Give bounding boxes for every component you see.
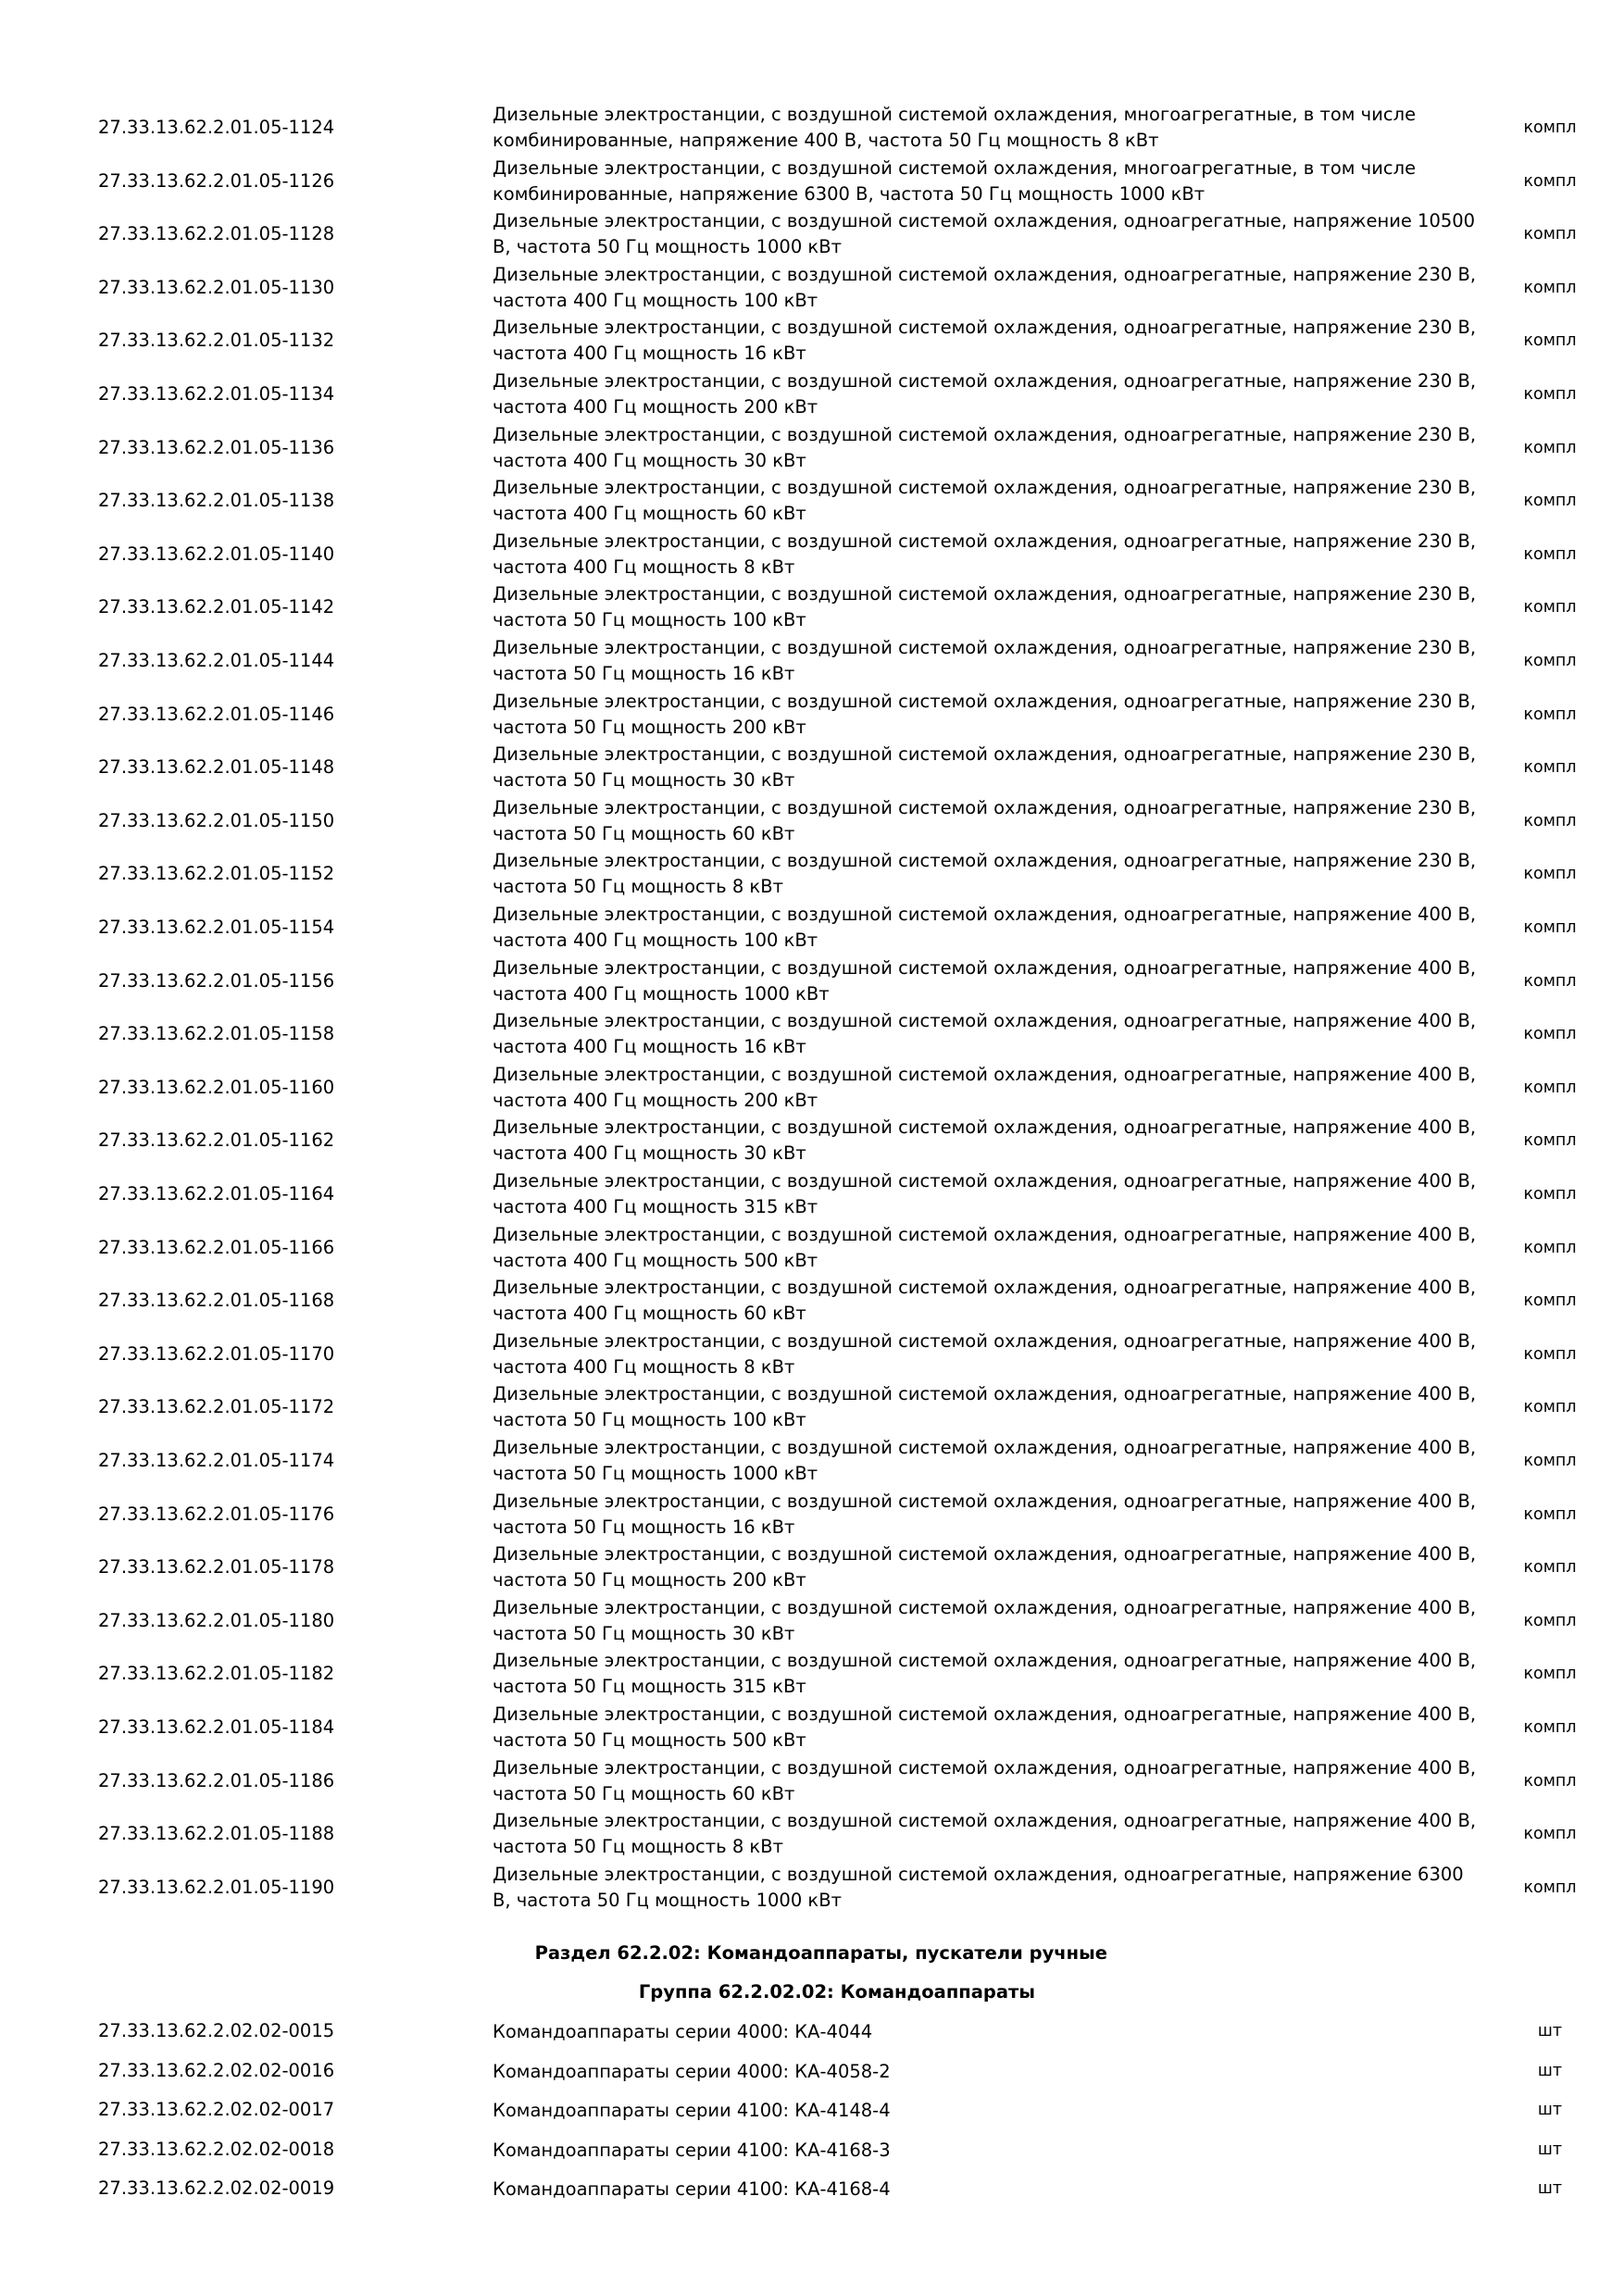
description-line-2: частота 400 Гц мощность 8 кВт (493, 556, 795, 578)
description-line-2: частота 400 Гц мощность 60 кВт (493, 1303, 806, 1324)
description-line-2: комбинированные, напряжение 6300 В, частота 50 Гц мощность 1000 кВт (493, 183, 1206, 205)
item-code: 27.33.13.62.2.01.05-1156 (98, 970, 335, 992)
item-code: 27.33.13.62.2.01.05-1142 (98, 596, 335, 618)
item-unit: компл (1523, 918, 1577, 937)
item-description (493, 475, 1483, 527)
item-unit: компл (1523, 1079, 1577, 1097)
description-line-1: Дизельные электростанции, с воздушной системой охлаждения, одноагрегатные, напряжение 400 В, (493, 1491, 1477, 1512)
item-description (493, 902, 1483, 954)
item-code: 27.33.13.62.2.01.05-1172 (98, 1396, 335, 1417)
item-code: 27.33.13.62.2.01.05-1126 (98, 170, 335, 192)
item-unit: компл (1523, 1878, 1577, 1897)
description-line-2: комбинированные, напряжение 400 В, частота 50 Гц мощность 8 кВт (493, 130, 1159, 151)
item-code: 27.33.13.62.2.01.05-1124 (98, 117, 335, 138)
description-line-1: Дизельные электростанции, с воздушной системой охлаждения, одноагрегатные, напряжение 400 В, (493, 1650, 1477, 1671)
description-line-1: Дизельные электростанции, с воздушной системой охлаждения, одноагрегатные, напряжение 400 В, (493, 904, 1477, 925)
description-line-2: частота 50 Гц мощность 100 кВт (493, 1409, 806, 1430)
description-line-1: Дизельные электростанции, с воздушной системой охлаждения, одноагрегатные, напряжение 230 В, (493, 477, 1477, 498)
item-code: 27.33.13.62.2.01.05-1134 (98, 383, 335, 405)
item-description (493, 795, 1483, 847)
item-unit: компл (1523, 385, 1577, 404)
item-description (493, 156, 1483, 207)
item-code: 27.33.13.62.2.02.02-0017 (98, 2099, 335, 2120)
item-description (493, 1222, 1483, 1274)
item-description (493, 1648, 1483, 1700)
item-unit: компл (1523, 1452, 1577, 1470)
description-line-2: частота 400 Гц мощность 8 кВт (493, 1356, 795, 1378)
item-unit: компл (1523, 172, 1577, 191)
item-description (493, 422, 1483, 474)
description-line-1: Дизельные электростанции, с воздушной системой охлаждения, одноагрегатные, напряжение 230 В, (493, 264, 1477, 285)
description-line-1: Дизельные электростанции, с воздушной системой охлаждения, одноагрегатные, напряжение 400 В, (493, 1543, 1477, 1565)
item-description (493, 581, 1483, 633)
item-code: 27.33.13.62.2.01.05-1162 (98, 1129, 335, 1151)
item-description (493, 689, 1483, 741)
description-line-1: Дизельные электростанции, с воздушной системой охлаждения, одноагрегатные, напряжение 230 В, (493, 424, 1477, 445)
description-line-2: частота 400 Гц мощность 30 кВт (493, 450, 806, 471)
item-code: 27.33.13.62.2.01.05-1180 (98, 1610, 335, 1631)
description-line-1: Дизельные электростанции, с воздушной системой охлаждения, одноагрегатные, напряжение 400 В, (493, 1383, 1477, 1404)
item-code: 27.33.13.62.2.01.05-1150 (98, 810, 335, 831)
description-line-2: частота 400 Гц мощность 315 кВт (493, 1196, 818, 1217)
item-unit: компл (1523, 1239, 1577, 1257)
item-unit: компл (1523, 1612, 1577, 1630)
item-unit: компл (1523, 972, 1577, 991)
item-unit: компл (1523, 705, 1577, 724)
item-code: 27.33.13.62.2.01.05-1152 (98, 863, 335, 884)
description-line-1: Дизельные электростанции, с воздушной системой охлаждения, одноагрегатные, напряжение 400 В, (493, 1330, 1477, 1352)
description-line-2: частота 50 Гц мощность 30 кВт (493, 1623, 795, 1644)
description-line-2: В, частота 50 Гц мощность 1000 кВт (493, 236, 842, 257)
item-unit: шт (1537, 2179, 1563, 2198)
description-line-1: Дизельные электростанции, с воздушной системой охлаждения, одноагрегатные, напряжение 10500 (493, 210, 1476, 231)
item-code: 27.33.13.62.2.01.05-1166 (98, 1237, 335, 1258)
item-unit: компл (1523, 1131, 1577, 1150)
item-description (493, 368, 1483, 420)
description-line-2: В, частота 50 Гц мощность 1000 кВт (493, 1890, 842, 1911)
item-description: Командоаппараты серии 4000: КА-4044 (493, 2021, 873, 2042)
item-unit: компл (1523, 1825, 1577, 1843)
description-line-1: Дизельные электростанции, с воздушной системой охлаждения, одноагрегатные, напряжение 400 В, (493, 1437, 1477, 1458)
description-line-1: Дизельные электростанции, с воздушной системой охлаждения, одноагрегатные, напряжение 400 В, (493, 1224, 1477, 1245)
description-line-2: частота 400 Гц мощность 16 кВт (493, 1036, 806, 1057)
item-code: 27.33.13.62.2.02.02-0016 (98, 2060, 335, 2081)
item-description (493, 1381, 1483, 1433)
item-description (493, 1435, 1483, 1487)
item-code: 27.33.13.62.2.01.05-1182 (98, 1663, 335, 1684)
description-line-2: частота 50 Гц мощность 315 кВт (493, 1676, 806, 1697)
description-line-2: частота 50 Гц мощность 60 кВт (493, 823, 795, 844)
section-heading: Раздел 62.2.02: Командоаппараты, пускатели ручные (534, 1942, 1107, 1964)
description-line-1: Дизельные электростанции, с воздушной системой охлаждения, одноагрегатные, напряжение 230 В, (493, 370, 1477, 392)
item-unit: шт (1537, 2140, 1563, 2159)
item-description (493, 262, 1483, 314)
item-code: 27.33.13.62.2.01.05-1184 (98, 1716, 335, 1738)
description-line-2: частота 50 Гц мощность 16 кВт (493, 663, 795, 684)
item-code: 27.33.13.62.2.01.05-1186 (98, 1770, 335, 1791)
description-line-1: Дизельные электростанции, с воздушной системой охлаждения, одноагрегатные, напряжение 400 В, (493, 1703, 1477, 1725)
item-code: 27.33.13.62.2.01.05-1174 (98, 1450, 335, 1471)
item-unit: компл (1523, 1345, 1577, 1364)
item-unit: шт (1537, 2022, 1563, 2040)
item-unit: компл (1523, 492, 1577, 510)
item-unit: компл (1523, 812, 1577, 830)
item-code: 27.33.13.62.2.01.05-1148 (98, 756, 335, 778)
description-line-1: Дизельные электростанции, с воздушной системой охлаждения, одноагрегатные, напряжение 400 В, (493, 1064, 1477, 1085)
item-description (493, 1115, 1483, 1167)
description-line-1: Дизельные электростанции, с воздушной системой охлаждения, одноагрегатные, напряжение 230 В, (493, 797, 1477, 818)
description-line-2: частота 400 Гц мощность 100 кВт (493, 290, 818, 311)
description-line-2: частота 50 Гц мощность 16 кВт (493, 1516, 795, 1538)
description-line-1: Дизельные электростанции, с воздушной системой охлаждения, одноагрегатные, напряжение 230 В, (493, 637, 1477, 658)
description-line-2: частота 400 Гц мощность 200 кВт (493, 396, 818, 418)
item-description (493, 635, 1483, 687)
description-line-2: частота 50 Гц мощность 60 кВт (493, 1783, 795, 1804)
description-line-2: частота 400 Гц мощность 200 кВт (493, 1090, 818, 1111)
item-unit: шт (1537, 2101, 1563, 2119)
description-line-2: частота 400 Гц мощность 30 кВт (493, 1142, 806, 1164)
item-unit: компл (1523, 1665, 1577, 1683)
item-code: 27.33.13.62.2.01.05-1178 (98, 1556, 335, 1578)
description-line-2: частота 400 Гц мощность 60 кВт (493, 503, 806, 524)
description-line-1: Дизельные электростанции, с воздушной системой охлаждения, одноагрегатные, напряжение 400 В, (493, 1757, 1477, 1778)
item-unit: компл (1523, 1398, 1577, 1416)
item-code: 27.33.13.62.2.01.05-1164 (98, 1183, 335, 1204)
description-line-1: Дизельные электростанции, с воздушной системой охлаждения, одноагрегатные, напряжение 230 В, (493, 530, 1477, 552)
item-description (493, 1541, 1483, 1593)
description-line-1: Дизельные электростанции, с воздушной системой охлаждения, многоагрегатные, в том числе (493, 157, 1417, 179)
item-description (493, 1489, 1483, 1541)
item-unit: компл (1523, 331, 1577, 350)
item-description (493, 1275, 1483, 1327)
description-line-2: частота 50 Гц мощность 1000 кВт (493, 1463, 818, 1484)
item-code: 27.33.13.62.2.01.05-1158 (98, 1023, 335, 1044)
item-description: Командоаппараты серии 4100: КА-4168-3 (493, 2140, 891, 2161)
item-unit: компл (1523, 1558, 1577, 1577)
description-line-1: Дизельные электростанции, с воздушной системой охлаждения, одноагрегатные, напряжение 400 В, (493, 957, 1477, 979)
item-code: 27.33.13.62.2.01.05-1188 (98, 1823, 335, 1844)
item-code: 27.33.13.62.2.01.05-1154 (98, 917, 335, 938)
item-unit: компл (1523, 1718, 1577, 1737)
item-description (493, 955, 1483, 1007)
description-line-2: частота 400 Гц мощность 100 кВт (493, 930, 818, 951)
item-code: 27.33.13.62.2.02.02-0018 (98, 2139, 335, 2160)
item-description (493, 208, 1483, 260)
item-description (493, 742, 1483, 793)
item-description (493, 102, 1483, 154)
item-unit: компл (1523, 652, 1577, 670)
item-unit: компл (1523, 439, 1577, 457)
item-description (493, 1062, 1483, 1114)
description-line-1: Дизельные электростанции, с воздушной системой охлаждения, одноагрегатные, напряжение 400 В, (493, 1597, 1477, 1618)
item-description (493, 1808, 1483, 1860)
description-line-1: Дизельные электростанции, с воздушной системой охлаждения, многоагрегатные, в том числе (493, 104, 1417, 125)
item-code: 27.33.13.62.2.01.05-1146 (98, 704, 335, 725)
item-description: Командоаппараты серии 4100: КА-4148-4 (493, 2100, 891, 2121)
item-unit: шт (1537, 2062, 1563, 2080)
item-unit: компл (1523, 225, 1577, 243)
item-code: 27.33.13.62.2.02.02-0019 (98, 2177, 335, 2199)
item-description (493, 1862, 1483, 1914)
item-description: Командоаппараты серии 4000: КА-4058-2 (493, 2061, 891, 2082)
item-unit: компл (1523, 545, 1577, 564)
item-unit: компл (1523, 1772, 1577, 1791)
item-code: 27.33.13.62.2.01.05-1136 (98, 437, 335, 458)
item-unit: компл (1523, 119, 1577, 137)
description-line-2: частота 400 Гц мощность 500 кВт (493, 1250, 818, 1271)
item-unit: компл (1523, 758, 1577, 777)
description-line-1: Дизельные электростанции, с воздушной системой охлаждения, одноагрегатные, напряжение 6300 (493, 1864, 1464, 1885)
item-code: 27.33.13.62.2.01.05-1160 (98, 1077, 335, 1098)
item-code: 27.33.13.62.2.01.05-1130 (98, 277, 335, 298)
item-description (493, 1702, 1483, 1753)
item-code: 27.33.13.62.2.02.02-0015 (98, 2020, 335, 2041)
description-line-1: Дизельные электростанции, с воздушной системой охлаждения, одноагрегатные, напряжение 400 В, (493, 1810, 1477, 1831)
item-description: Командоаппараты серии 4100: КА-4168-4 (493, 2178, 891, 2200)
item-description (493, 1755, 1483, 1807)
description-line-2: частота 50 Гц мощность 100 кВт (493, 609, 806, 630)
item-code: 27.33.13.62.2.01.05-1190 (98, 1877, 335, 1898)
item-code: 27.33.13.62.2.01.05-1140 (98, 543, 335, 565)
description-line-1: Дизельные электростанции, с воздушной системой охлаждения, одноагрегатные, напряжение 230 В, (493, 850, 1477, 871)
item-unit: компл (1523, 1292, 1577, 1310)
description-line-1: Дизельные электростанции, с воздушной системой охлаждения, одноагрегатные, напряжение 400 В, (493, 1117, 1477, 1138)
item-code: 27.33.13.62.2.01.05-1138 (98, 490, 335, 511)
group-heading: Группа 62.2.02.02: Командоаппараты (638, 1981, 1035, 2003)
item-code: 27.33.13.62.2.01.05-1176 (98, 1504, 335, 1525)
item-code: 27.33.13.62.2.01.05-1168 (98, 1290, 335, 1311)
item-description (493, 1168, 1483, 1220)
item-unit: компл (1523, 279, 1577, 297)
item-unit: компл (1523, 1185, 1577, 1204)
description-line-2: частота 50 Гц мощность 200 кВт (493, 717, 806, 738)
description-line-2: частота 50 Гц мощность 30 кВт (493, 769, 795, 791)
description-line-1: Дизельные электростанции, с воздушной системой охлаждения, одноагрегатные, напряжение 400 В, (493, 1170, 1477, 1192)
item-description (493, 1329, 1483, 1380)
description-line-2: частота 50 Гц мощность 500 кВт (493, 1729, 806, 1751)
description-line-1: Дизельные электростанции, с воздушной системой охлаждения, одноагрегатные, напряжение 230 В, (493, 743, 1477, 765)
item-unit: компл (1523, 1025, 1577, 1043)
description-line-2: частота 50 Гц мощность 8 кВт (493, 876, 783, 897)
item-code: 27.33.13.62.2.01.05-1132 (98, 330, 335, 351)
description-line-1: Дизельные электростанции, с воздушной системой охлаждения, одноагрегатные, напряжение 230 В, (493, 317, 1477, 338)
item-description (493, 848, 1483, 900)
item-code: 27.33.13.62.2.01.05-1144 (98, 650, 335, 671)
item-unit: компл (1523, 598, 1577, 617)
description-line-2: частота 50 Гц мощность 200 кВт (493, 1569, 806, 1591)
item-description (493, 315, 1483, 367)
item-unit: компл (1523, 865, 1577, 883)
item-code: 27.33.13.62.2.01.05-1170 (98, 1343, 335, 1365)
item-unit: компл (1523, 1505, 1577, 1524)
item-description (493, 529, 1483, 580)
description-line-1: Дизельные электростанции, с воздушной системой охлаждения, одноагрегатные, напряжение 400 В, (493, 1277, 1477, 1298)
description-line-1: Дизельные электростанции, с воздушной системой охлаждения, одноагрегатные, напряжение 400 В, (493, 1010, 1477, 1031)
description-line-2: частота 400 Гц мощность 1000 кВт (493, 983, 830, 1004)
item-description (493, 1595, 1483, 1647)
description-line-1: Дизельные электростанции, с воздушной системой охлаждения, одноагрегатные, напряжение 230 В, (493, 691, 1477, 712)
item-description (493, 1008, 1483, 1060)
description-line-2: частота 50 Гц мощность 8 кВт (493, 1836, 783, 1857)
description-line-1: Дизельные электростанции, с воздушной системой охлаждения, одноагрегатные, напряжение 230 В, (493, 583, 1477, 605)
item-code: 27.33.13.62.2.01.05-1128 (98, 223, 335, 244)
description-line-2: частота 400 Гц мощность 16 кВт (493, 343, 806, 364)
